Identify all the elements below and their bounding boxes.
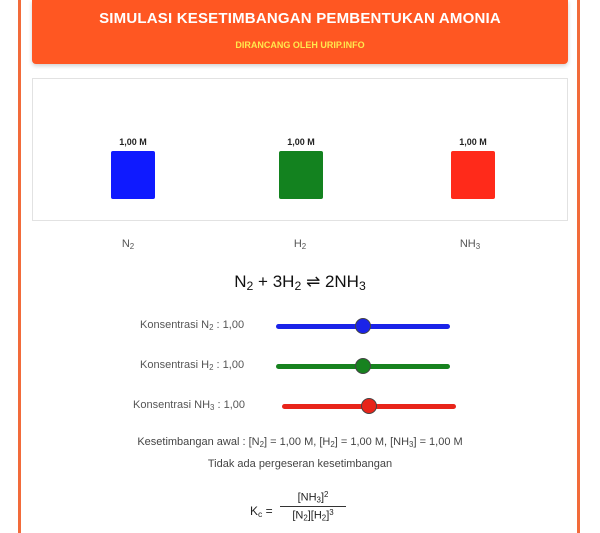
slider-handle-nh3[interactable] — [361, 398, 377, 414]
bar-value-nh3: 1,00 M — [459, 137, 487, 147]
bar-nh3 — [451, 151, 495, 199]
slider-row-h2 — [0, 356, 600, 378]
reaction-equation: $N_2 + 3H_2$ ⇌ $2NH_3$ — [234, 272, 366, 294]
slider-row-nh3 — [0, 396, 600, 418]
slider-label-h2: Konsentrasi $H_2$ : 1,00 — [140, 359, 245, 372]
kc-denominator: $[N_2][H_2]^3$ — [292, 507, 334, 523]
bar-n2 — [111, 151, 155, 199]
slider-label-n2: Konsentrasi $N_2$ : 1,00 — [140, 319, 245, 332]
header-banner — [32, 0, 568, 64]
fraction-bar — [280, 506, 346, 507]
initial-equilibrium-text: Kesetimbangan awal : $[N_2] = 1,00$ M, $[H_2] = 1,00$ M, $[NH_3] = 1,00$ M — [137, 436, 463, 449]
equilibrium-shift-text: Tidak ada pergeseran kesetimbangan — [207, 458, 393, 470]
species-label-h2: $H_2$ — [293, 238, 307, 251]
app-subtitle: DIRANCANG OLEH URIP.INFO — [235, 40, 365, 50]
kc-fraction — [280, 490, 346, 522]
bar-value-h2: 1,00 M — [287, 137, 315, 147]
concentration-bar-panel — [32, 78, 568, 221]
species-label-nh3: $NH_3$ — [459, 238, 481, 251]
kc-expression — [250, 490, 370, 530]
kc-numerator: $[NH_3]^2$ — [297, 490, 329, 505]
slider-row-n2 — [0, 316, 600, 338]
bar-h2 — [279, 151, 323, 199]
bar-value-n2: 1,00 M — [119, 137, 147, 147]
slider-label-nh3: Konsentrasi $NH_3$ : 1,00 — [133, 399, 246, 412]
app-title: SIMULASI KESETIMBANGAN PEMBENTUKAN AMONIA — [99, 10, 501, 27]
kc-label: $K_c$ = — [250, 504, 273, 520]
species-label-n2: $N_2$ — [121, 238, 135, 251]
slider-handle-h2[interactable] — [355, 358, 371, 374]
slider-handle-n2[interactable] — [355, 318, 371, 334]
